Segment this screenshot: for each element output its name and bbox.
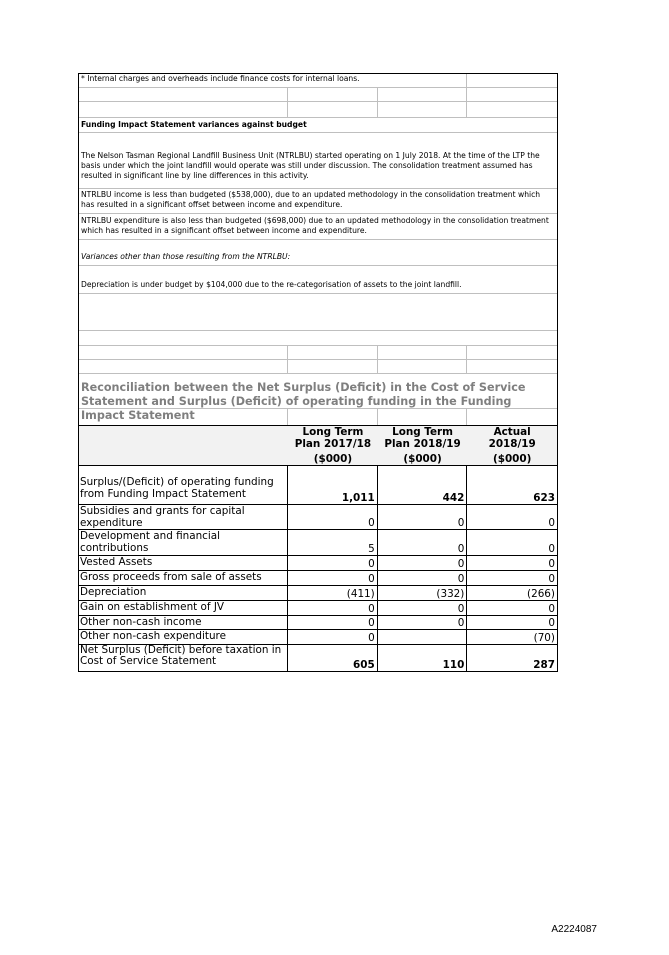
table-row: Depreciation (411) (332) (266) <box>79 586 557 601</box>
table-row: Gross proceeds from sale of assets 0 0 0 <box>79 571 557 586</box>
empty-row <box>79 346 557 360</box>
table-header <box>79 426 557 466</box>
table-row: Other non-cash income 0 0 0 <box>79 616 557 630</box>
fis-heading: Funding Impact Statement variances against budget <box>79 118 557 133</box>
column-header-actual-2018-19: Actual 2018/19 ($000) <box>488 426 536 465</box>
table-row-total: Net Surplus (Deficit) before taxation in Cost of Service Statement 605 110 287 <box>80 644 555 671</box>
ntrlbu-expenditure-paragraph: NTRLBU expenditure is also less than budgeted ($698,000) due to an updated methodology in the consolidation treatment which has resulted in a significant offset between income and expenditure. <box>79 214 557 240</box>
table-row: Surplus/(Deficit) of operating funding from Funding Impact Statement 1,011 442 623 <box>79 466 557 505</box>
internal-charges-note: * Internal charges and overheads include finance costs for internal loans. <box>81 74 360 83</box>
table-row: Gain on establishment of JV 0 0 0 <box>79 601 557 616</box>
column-header-ltp-2017-18: Long Term Plan 2017/18 ($000) <box>294 426 372 465</box>
notes-row <box>79 74 557 88</box>
table-row: Other non-cash expenditure 0 (70) <box>79 630 557 645</box>
table-row: Vested Assets 0 0 0 <box>79 556 557 571</box>
depreciation-note: Depreciation is under budget by $104,000 due to the re-categorisation of assets to the joint landfill. <box>79 266 557 294</box>
ntrlbu-income-paragraph: NTRLBU income is less than budgeted ($538,000), due to an updated methodology in the consolidation treatment which has resulted in a significant offset between income and expenditure. <box>79 189 557 214</box>
empty-row <box>79 294 557 331</box>
notes-section <box>78 73 558 374</box>
table-row: Subsidies and grants for capital expenditure 0 0 0 <box>79 505 557 530</box>
document-id: A2224087 <box>551 924 597 935</box>
empty-row <box>79 88 557 102</box>
empty-row <box>79 360 557 374</box>
reconciliation-title-block <box>78 374 558 425</box>
reconciliation-title-text: Reconciliation between the Net Surplus (Deficit) in the Cost of Service Statement and Surplus (Deficit) of operating funding in the Funding Impact Statement <box>81 381 526 422</box>
column-header-ltp-2018-19: Long Term Plan 2018/19 ($000) <box>384 426 461 465</box>
ntrlbu-paragraph: The Nelson Tasman Regional Landfill Business Unit (NTRLBU) started operating on 1 July 2018. At the time of the LTP the basis under which the joint landfill would operate was still under discussion. The consolidation treatment assumed has resulted in significant line by line differences in this activity. <box>79 133 557 189</box>
report-sheet <box>78 73 558 672</box>
empty-row <box>79 102 557 118</box>
reconciliation-table <box>78 425 558 672</box>
empty-row <box>79 331 557 346</box>
reconciliation-title <box>79 374 557 422</box>
table-row: Development and financial contributions 5 0 0 <box>79 530 557 556</box>
variances-heading: Variances other than those resulting from the NTRLBU: <box>79 240 557 266</box>
empty-row <box>79 409 557 425</box>
